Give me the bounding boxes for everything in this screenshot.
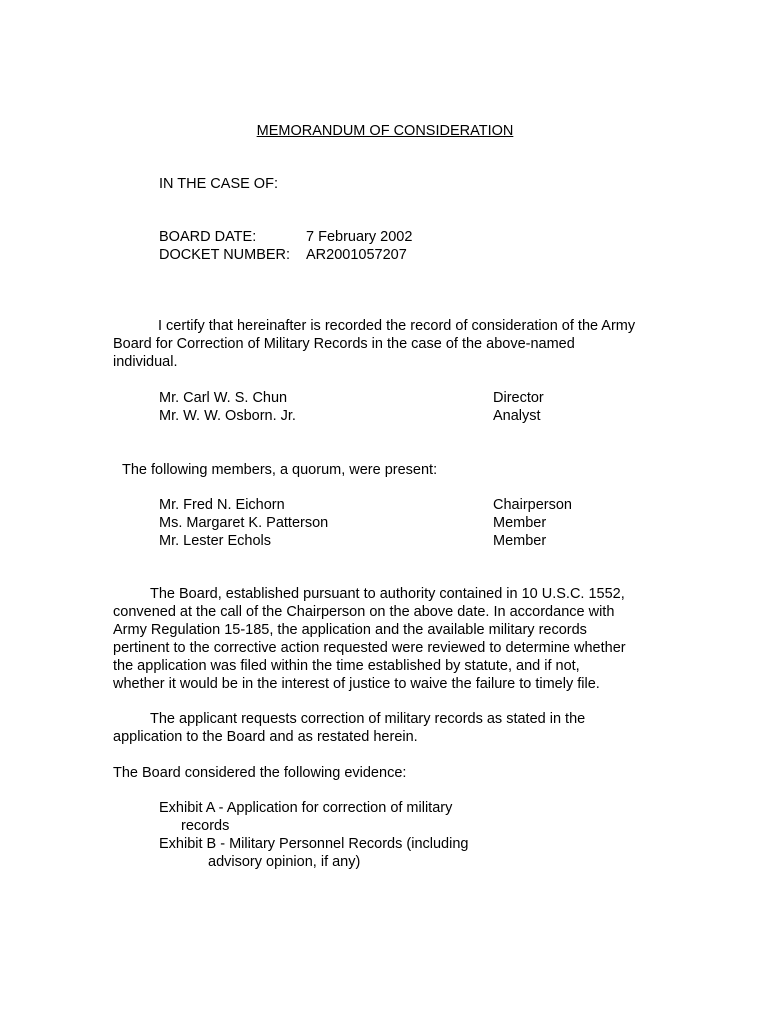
member-name: Mr. Fred N. Eichorn [159,497,285,513]
member-role: Member [493,533,547,549]
certify-paragraph [113,317,673,371]
case-label: IN THE CASE OF: [159,176,278,192]
member-name: Ms. Margaret K. Patterson [159,515,329,531]
member-role: Member [493,515,547,531]
member-role: Chairperson [493,497,572,513]
paragraph-line: convened at the call of the Chairperson on the above date. In accordance with [113,604,615,620]
applicant-paragraph [113,710,673,746]
exhibit-b: Exhibit B - Military Personnel Records (including [159,836,469,852]
docket-number-label: DOCKET NUMBER: [159,247,291,263]
staff-name: Mr. Carl W. S. Chun [159,390,288,406]
docket-number-value: AR2001057207 [306,247,407,263]
evidence-intro: The Board considered the following evidence: [113,765,407,781]
staff-role: Director [493,390,544,406]
member-name: Mr. Lester Echols [159,533,272,549]
paragraph-line: Army Regulation 15-185, the application and the available military records [113,622,587,638]
exhibit-a: Exhibit A - Application for correction of military [159,800,453,816]
paragraph-line: Board for Correction of Military Records in the case of the above-named [113,336,575,352]
board-date-value: 7 February 2002 [306,229,413,245]
page-title: MEMORANDUM OF CONSIDERATION [256,123,514,139]
paragraph-line: The Board, established pursuant to authority contained in 10 U.S.C. 1552, [150,586,625,602]
staff-role: Analyst [493,408,541,424]
paragraph-line: whether it would be in the interest of justice to waive the failure to timely file. [113,676,600,692]
paragraph-line: I certify that hereinafter is recorded the record of consideration of the Army [158,318,636,334]
exhibit-a-continued: records [181,818,230,834]
board-date-label: BOARD DATE: [159,229,257,245]
board-paragraph [113,585,673,693]
quorum-text: The following members, a quorum, were present: [122,462,438,478]
staff-name: Mr. W. W. Osborn. Jr. [159,408,296,424]
paragraph-line: application to the Board and as restated herein. [113,729,418,745]
paragraph-line: individual. [113,354,178,370]
paragraph-line: The applicant requests correction of military records as stated in the [150,711,586,727]
paragraph-line: the application was filed within the time established by statute, and if not, [113,658,580,674]
paragraph-line: pertinent to the corrective action requested were reviewed to determine whether [113,640,626,656]
exhibit-b-continued: advisory opinion, if any) [208,854,361,870]
